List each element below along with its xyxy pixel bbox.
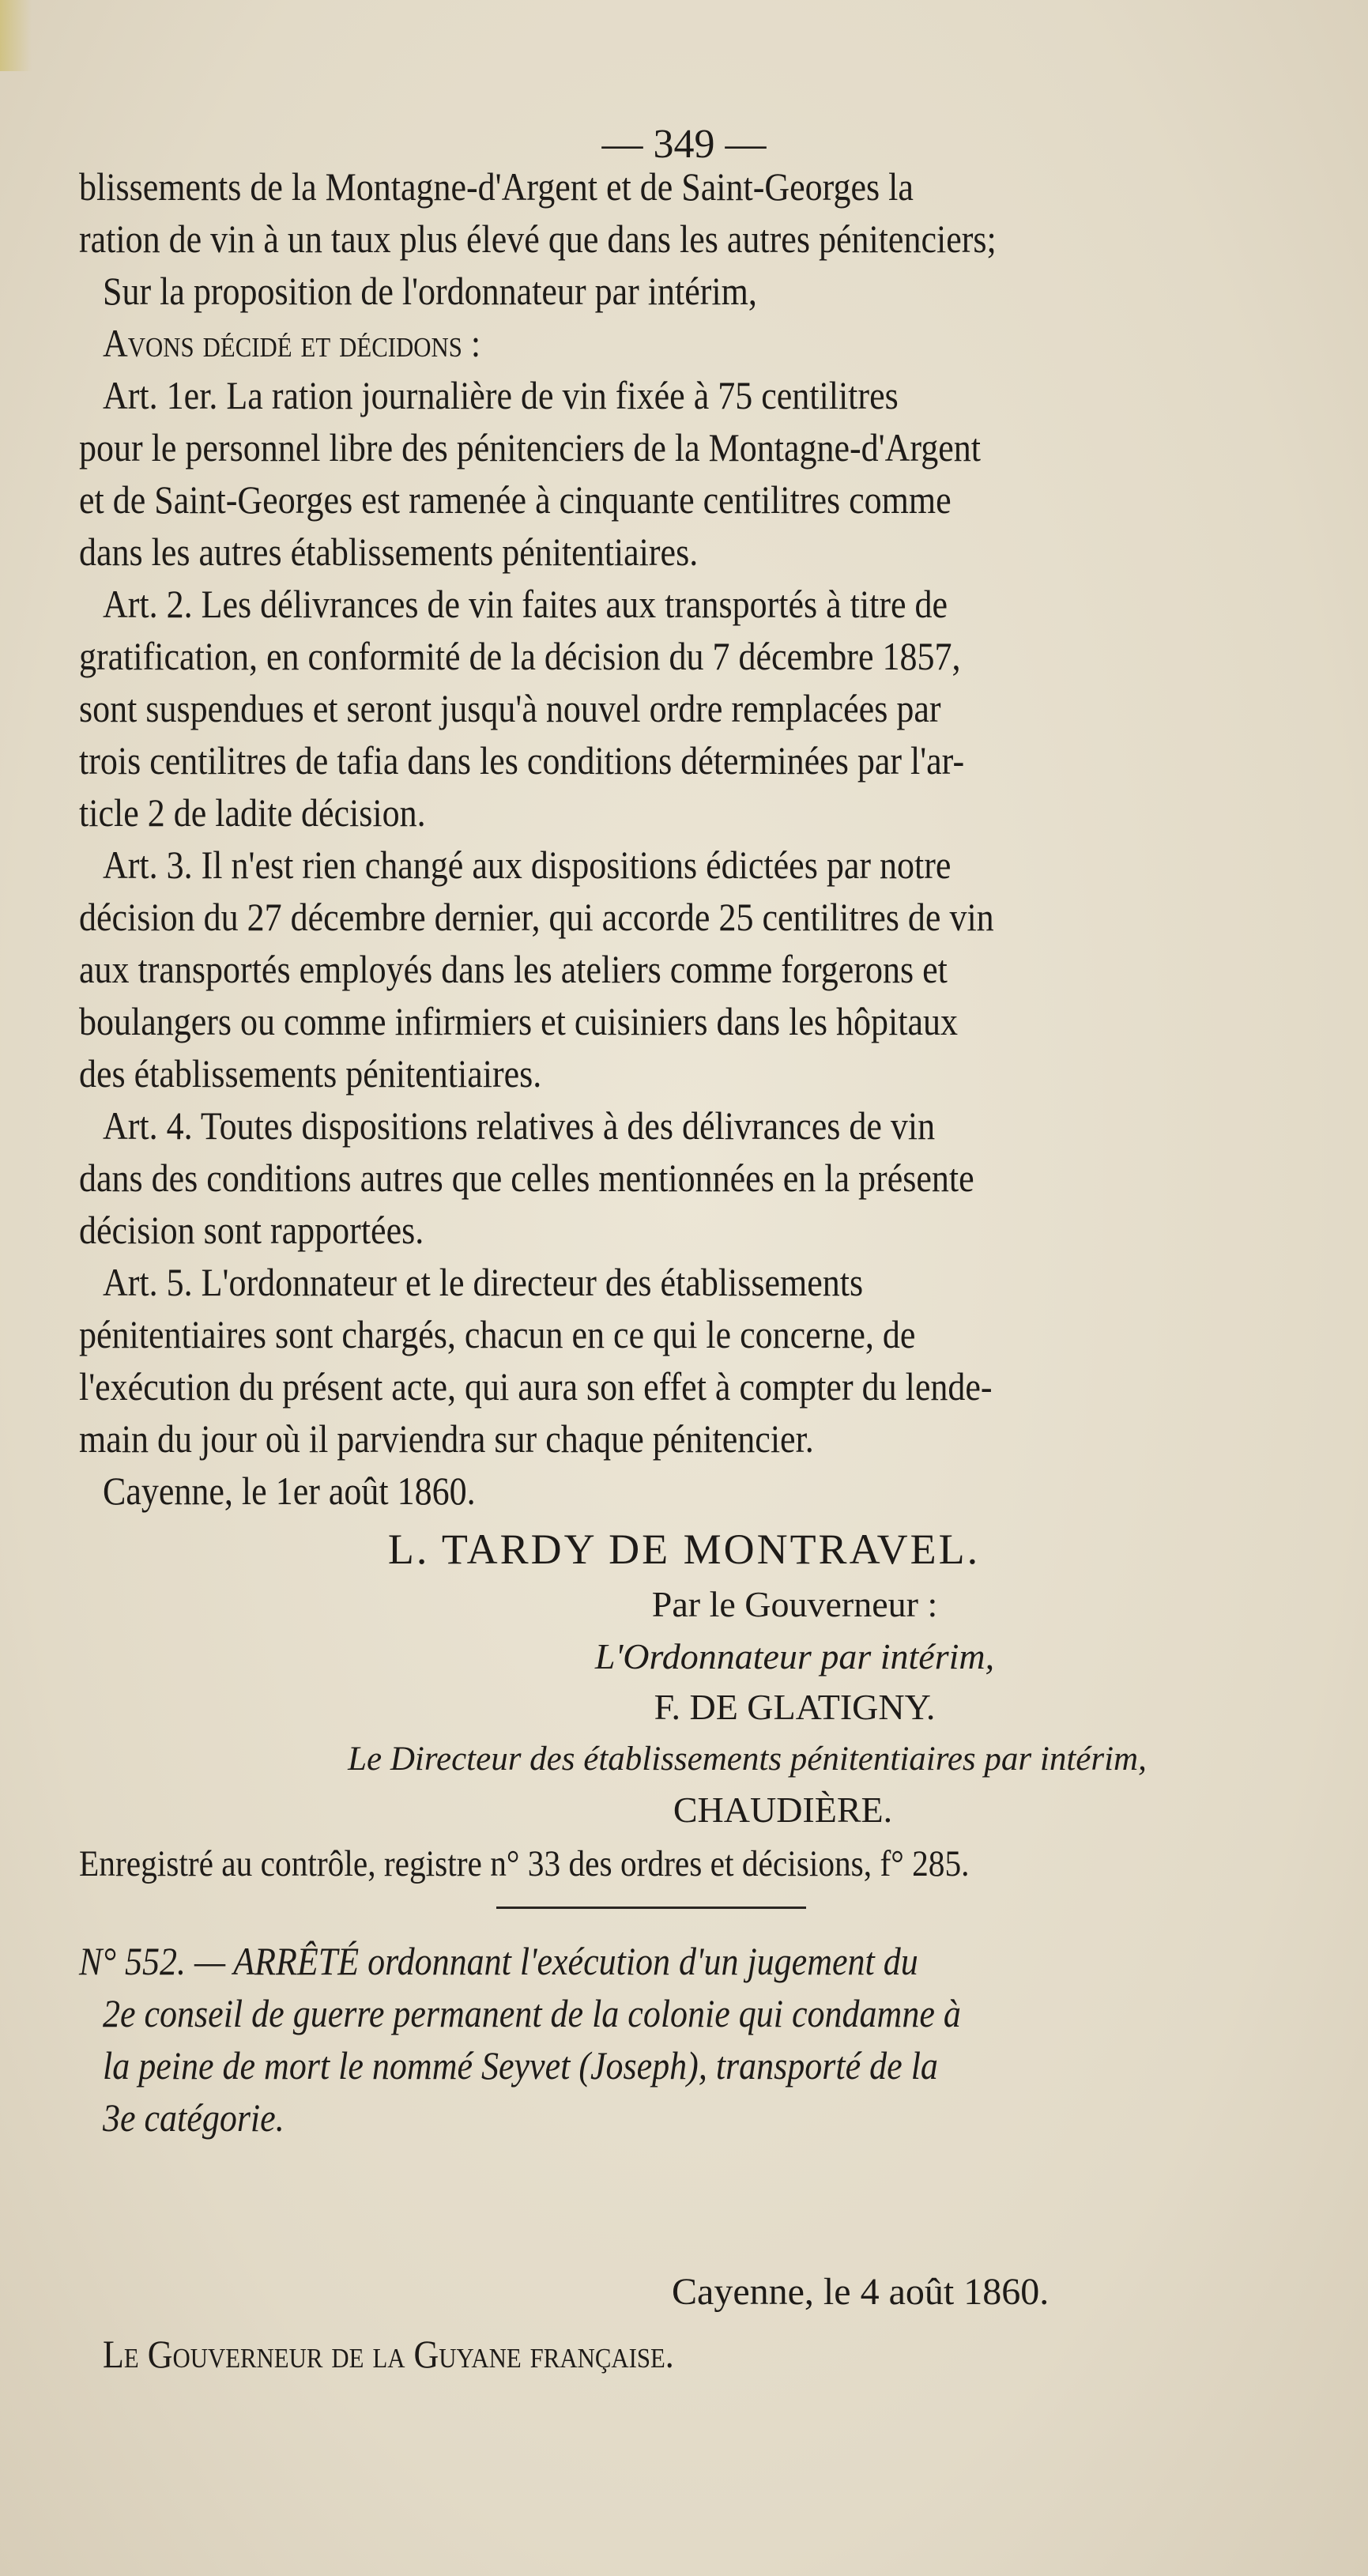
body-line: gratification, en conformité de la décision du 7 décembre 1857, — [79, 634, 961, 678]
act-heading-line: 3e catégorie. — [103, 2095, 285, 2140]
act-heading-line: N° 552. — ARRÊTÉ ordonnant l'exécution d'un jugement du — [79, 1939, 918, 1983]
body-line: aux transportés employés dans les ateliers comme forgerons et — [79, 947, 948, 991]
body-line: décision du 27 décembre dernier, qui accorde 25 centilitres de vin — [79, 895, 994, 939]
body-line: dans des conditions autres que celles mentionnées en la présente — [79, 1156, 974, 1200]
body-line: pénitentiaires sont chargés, chacun en ce qui le concerne, de — [79, 1312, 916, 1356]
body-line: pour le personnel libre des pénitenciers de la Montagne-d'Argent — [79, 425, 981, 470]
body-line: Sur la proposition de l'ordonnateur par intérim, — [103, 269, 757, 313]
body-line: ticle 2 de ladite décision. — [79, 790, 426, 835]
governor-signature: L. TARDY DE MONTRAVEL. — [387, 1526, 981, 1573]
body-line: Avons décidé et décidons : — [103, 321, 481, 365]
body-line: l'exécution du présent acte, qui aura son effet à compter du lende- — [79, 1364, 993, 1409]
body-line: dans les autres établissements pénitentiaires. — [79, 530, 699, 574]
by-governor: Par le Gouverneur : — [651, 1584, 938, 1624]
body-line: Art. 1er. La ration journalière de vin fixée à 75 centilitres — [103, 373, 899, 417]
directeur-title: Le Directeur des établissements pénitentiaires par intérim, — [348, 1741, 1147, 1778]
body-line: Art. 2. Les délivrances de vin faites aux transportés à titre de — [103, 582, 948, 626]
directeur-signature: CHAUDIÈRE. — [673, 1790, 893, 1830]
body-line: Art. 5. L'ordonnateur et le directeur des établissements — [103, 1260, 864, 1304]
closing-date: Cayenne, le 1er août 1860. — [103, 1469, 476, 1513]
body-line: Art. 4. Toutes dispositions relatives à des délivrances de vin — [103, 1103, 936, 1148]
paper-stain — [0, 0, 32, 71]
section-divider — [496, 1907, 806, 1909]
act-heading-line: la peine de mort le nommé Seyvet (Joseph), transporté de la — [103, 2043, 938, 2088]
body-line: main du jour où il parviendra sur chaque pénitencier. — [79, 1416, 814, 1461]
body-line: trois centilitres de tafia dans les conditions déterminées par l'ar- — [79, 738, 965, 783]
ordonnateur-title: L'Ordonnateur par intérim, — [594, 1636, 995, 1676]
body-line: sont suspendues et seront jusqu'à nouvel ordre remplacées par — [79, 686, 941, 730]
body-line: et de Saint-Georges est ramenée à cinquante centilitres comme — [79, 477, 952, 522]
body-line: boulangers ou comme infirmiers et cuisiniers dans les hôpitaux — [79, 999, 958, 1043]
body-line: blissements de la Montagne-d'Argent et de Saint-Georges la — [79, 164, 914, 209]
act-date: Cayenne, le 4 août 1860. — [672, 2271, 1050, 2313]
page-number: — 349 — — [601, 122, 767, 167]
act-heading-line: 2e conseil de guerre permanent de la colonie qui condamne à — [103, 1991, 961, 2035]
body-line: des établissements pénitentiaires. — [79, 1051, 542, 1096]
body-line: décision sont rapportées. — [79, 1208, 424, 1252]
body-line: Art. 3. Il n'est rien changé aux dispositions édictées par notre — [103, 843, 952, 887]
body-line: ration de vin à un taux plus élevé que dans les autres pénitenciers; — [79, 217, 997, 261]
ordonnateur-signature: F. DE GLATIGNY. — [654, 1687, 936, 1727]
registration-note: Enregistré au contrôle, registre n° 33 des ordres et décisions, f° 285. — [79, 1843, 970, 1884]
act-opening: Le Gouverneur de la Guyane française. — [103, 2332, 674, 2376]
